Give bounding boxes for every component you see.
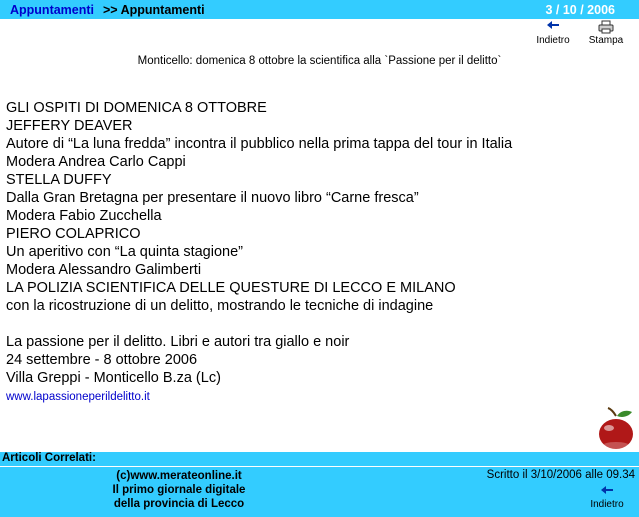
article-subtitle: Monticello: domenica 8 ottobre la scientifica alla `Passione per il delitto` bbox=[137, 55, 502, 67]
breadcrumb-root-link[interactable]: Appuntamenti bbox=[10, 3, 95, 17]
guest-name: STELLA DUFFY bbox=[6, 172, 112, 188]
footer-back-label: Indietro bbox=[590, 499, 624, 510]
guest-description: Autore di “La luna fredda” incontra il pubblico nella prima tappa del tour in Italia bbox=[6, 136, 513, 152]
footer-credit-tagline: Il primo giornale digitale bbox=[112, 484, 246, 496]
breadcrumb-current: >> Appuntamenti bbox=[103, 3, 205, 17]
print-label: Stampa bbox=[588, 35, 624, 46]
guest-name: PIERO COLAPRICO bbox=[6, 226, 141, 242]
event-title: La passione per il delitto. Libri e autori tra giallo e noir bbox=[6, 334, 350, 350]
footer-credit bbox=[96, 469, 262, 511]
event-location: Villa Greppi - Monticello B.za (Lc) bbox=[6, 370, 221, 386]
event-dates: 24 settembre - 8 ottobre 2006 bbox=[6, 352, 198, 368]
article-body bbox=[6, 99, 631, 406]
event-website-link[interactable]: www.lapassioneperildelitto.it bbox=[6, 391, 150, 403]
printer-icon bbox=[586, 20, 626, 35]
arrow-left-icon bbox=[534, 20, 572, 35]
header-date: 3 / 10 / 2006 bbox=[545, 3, 615, 17]
related-articles-bar bbox=[0, 452, 639, 466]
guest-moderator: Modera Fabio Zucchella bbox=[6, 208, 162, 224]
back-label: Indietro bbox=[536, 35, 570, 46]
guest-description: Dalla Gran Bretagna per presentare il nuovo libro “Carne fresca” bbox=[6, 190, 419, 206]
guest-moderator: Modera Andrea Carlo Cappi bbox=[6, 154, 186, 170]
guest-name: JEFFERY DEAVER bbox=[6, 118, 133, 134]
footer bbox=[0, 467, 639, 517]
guest-moderator: Modera Alessandro Galimberti bbox=[6, 262, 202, 278]
print-button[interactable] bbox=[586, 20, 626, 46]
footer-credit-site: (c)www.merateonline.it bbox=[116, 470, 242, 482]
back-button[interactable] bbox=[534, 20, 572, 46]
article-heading: GLI OSPITI DI DOMENICA 8 OTTOBRE bbox=[6, 100, 267, 116]
related-articles-label: Articoli Correlati: bbox=[2, 452, 96, 464]
guest-description: con la ricostruzione di un delitto, mostrando le tecniche di indagine bbox=[6, 298, 434, 314]
arrow-left-icon bbox=[586, 485, 628, 499]
guest-name: LA POLIZIA SCIENTIFICA DELLE QUESTURE DI LECCO E MILANO bbox=[6, 280, 456, 296]
top-bar bbox=[0, 0, 639, 19]
guest-description: Un aperitivo con “La quinta stagione” bbox=[6, 244, 243, 260]
footer-back-button[interactable] bbox=[586, 485, 628, 510]
apple-logo-icon bbox=[597, 407, 635, 451]
footer-written-date: Scritto il 3/10/2006 alle 09.34 bbox=[486, 469, 635, 481]
footer-credit-region: della provincia di Lecco bbox=[113, 498, 245, 510]
